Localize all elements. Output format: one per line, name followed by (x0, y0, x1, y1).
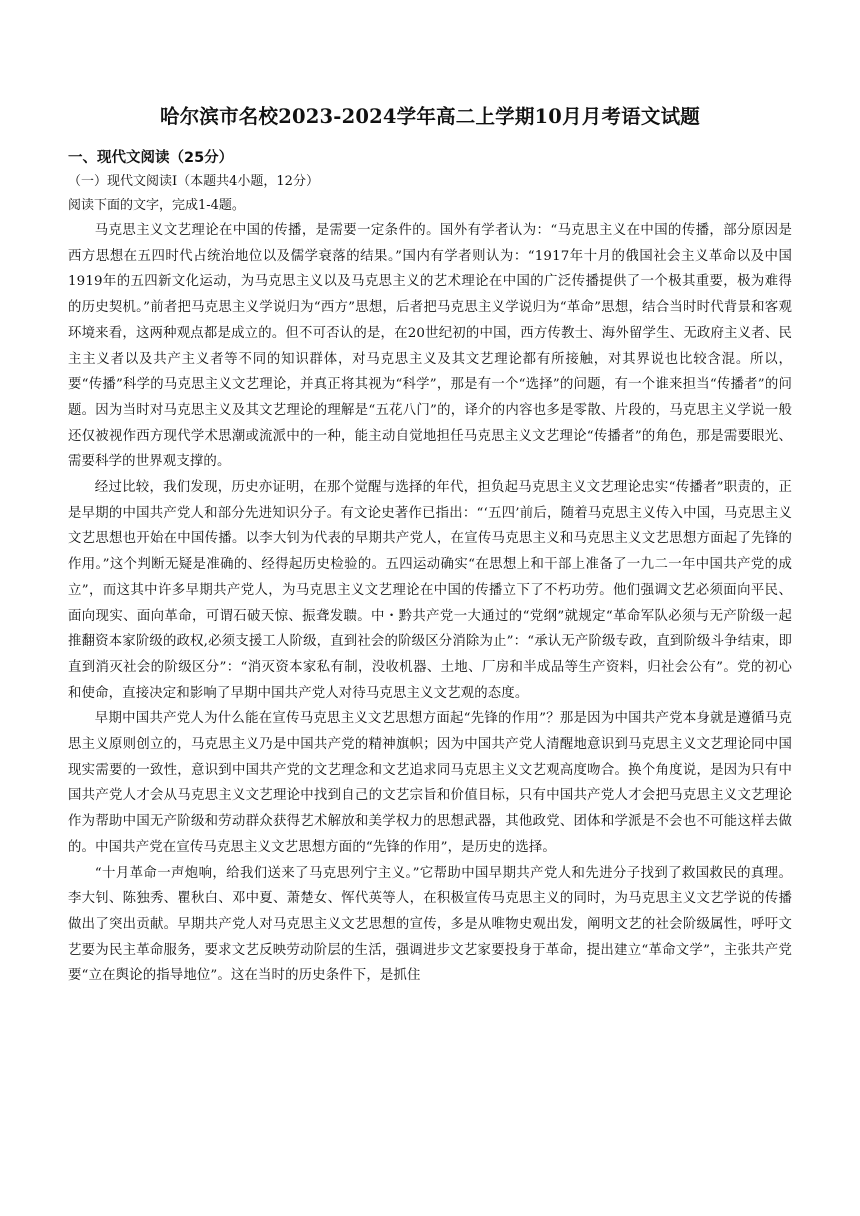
paragraph: 经过比较，我们发现，历史亦证明，在那个觉醒与选择的年代，担负起马克思主义文艺理论忠实“传播者”职责的，正是早期的中国共产党人和部分先进知识分子。有文论史著作已指出：“‘五四’前后，随着马克思主义传入中国，马克思主义文艺思想也开始在中国传播。以李大钊为代表的早期共产党人，在宣传马克思主义和马克思主义文艺思想方面起了先锋的作用。”这个判断无疑是准确的、经得起历史检验的。五四运动确实“在思想上和干部上准备了一九二一年中国共产党的成立”，而这其中许多早期共产党人，为马克思主义文艺理论在中国的传播立下了不朽功劳。他们强调文艺必须面向平民、面向现实、面向革命，可谓石破天惊、振聋发聩。中・黔共产党一大通过的“党纲”就规定“革命军队必须与无产阶级一起推翻资本家阶级的政权,必须支援工人阶级，直到社会的阶级区分消除为止”：“承认无产阶级专政，直到阶级斗争结束，即直到消灭社会的阶级区分”：“消灭资本家私有制，没收机器、土地、厂房和半成品等生产资料，归社会公有”。党的初心和使命，直接决定和影响了早期中国共产党人对待马克思主义文艺观的态度。 (68, 480, 792, 701)
document-title: 哈尔滨市名校2023-2024学年高二上学期10月月考语文试题 (160, 105, 700, 128)
subsection-heading: （一）现代文阅读Ⅰ（本题共4小题，12分） (68, 174, 319, 189)
paragraph: 早期中国共产党人为什么能在宣传马克思主义文艺思想方面起“先锋的作用”？那是因为中国共产党本身就是遵循马克思主义原则创立的，马克思主义乃是中国共产党的精神旗帜；因为中国共产党人清醒地意识到马克思主义文艺理论同中国现实需要的一致性，意识到中国共产党的文艺理念和文艺追求同马克思主义文艺观高度吻合。换个角度说，是因为只有中国共产党人才会从马克思主义文艺理论中找到自己的文艺宗旨和价值目标，只有中国共产党人才会把马克思主义文艺理论作为帮助中国无产阶级和劳动群众获得艺术解放和美学权力的思想武器，其他政党、团体和学派是不会也不可能这样去做的。中国共产党在宣传马克思主义文艺思想方面的“先锋的作用”，是历史的选择。 (68, 711, 792, 855)
document-page (68, 98, 792, 989)
reading-instruction: 阅读下面的文字，完成1-4题。 (68, 198, 245, 213)
paragraph: 马克思主义文艺理论在中国的传播，是需要一定条件的。国外有学者认为：“马克思主义在中国的传播，部分原因是西方思想在五四时代占统治地位以及儒学衰落的结果。”国内有学者则认为：“1917年十月的俄国社会主义革命以及中国1919年的五四新文化运动，为马克思主义以及马克思主义的艺术理论在中国的广泛传播提供了一个极其重要，极为难得的历史契机。”前者把马克思主义学说归为“西方”思想，后者把马克思主义学说归为“革命”思想，结合当时时代背景和客观环境来看，这两种观点都是成立的。但不可否认的是，在20世纪初的中国，西方传教士、海外留学生、无政府主义者、民主主义者以及共产主义者等不同的知识群体，对马克思主义及其文艺理论都有所接触，对其界说也比较含混。所以，要“传播”科学的马克思主义文艺理论，并真正将其视为“科学”，那是有一个“选择”的问题，有一个谁来担当“传播者”的问题。因为当时对马克思主义及其文艺理论的理解是“五花八门”的，译介的内容也多是零散、片段的，马克思主义学说一般还仅被视作西方现代学术思潮或流派中的一种，能主动自觉地担任马克思主义文艺理论“传播者”的角色，那是需要眼光、需要科学的世界观支撑的。 (68, 223, 792, 470)
paragraph: “十月革命一声炮响，给我们送来了马克思列宁主义。”它帮助中国早期共产党人和先进分子找到了救国救民的真理。李大钊、陈独秀、瞿秋白、邓中夏、萧楚女、恽代英等人，在积极宣传马克思主义的同时，为马克思主义文艺学说的传播做出了突出贡献。早期共产党人对马克思主义文艺思想的宣传，多是从唯物史观出发，阐明文艺的社会阶级属性，呼吁文艺要为民主革命服务，要求文艺反映劳动阶层的生活，强调进步文艺家要投身于革命，提出建立“革命文学”，主张共产党要“立在舆论的指导地位”。这在当时的历史条件下，是抓住 (68, 865, 792, 984)
section-heading: 一、现代文阅读（25分） (68, 150, 234, 166)
